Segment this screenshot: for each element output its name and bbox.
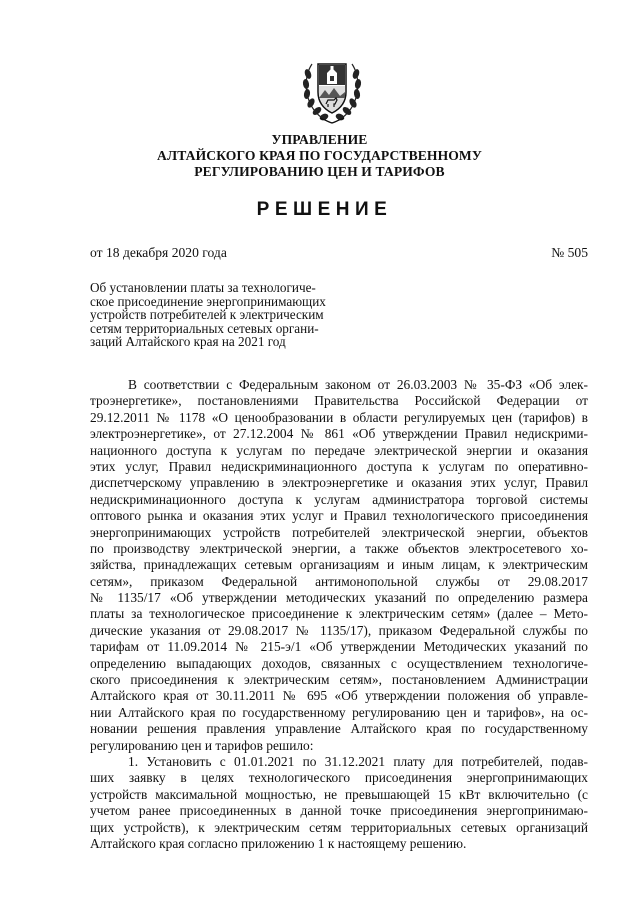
clause-1-line: ших заявку в целях технологического присоединения энергопринимающих — [90, 770, 588, 786]
document-number: № 505 — [551, 245, 588, 260]
body-line: этих услуг, Правил недискриминационного доступа к услугам по оперативно- — [90, 458, 588, 474]
body-line: новании решения правления управление Алтайского края по государственному — [90, 721, 588, 737]
body-line: 29.12.2011 № 1178 «О ценообразовании в области регулируемых цен (тарифов) в — [90, 409, 588, 425]
clause-1-line: учетом ранее присоединенных в данной точке присоединения энергопринимаю- — [90, 803, 588, 819]
body-line: национного доступа к услугам по передаче электрической энергии и оказания — [90, 442, 588, 458]
header-line-2: АЛТАЙСКОГО КРАЯ ПО ГОСУДАРСТВЕННОМУ — [157, 148, 482, 163]
clause-1-line: Алтайского края согласно приложению 1 к настоящему решению. — [90, 835, 467, 851]
document-body — [90, 377, 588, 852]
body-line: оптового рынка и оказания этих услуг и Правил технологического присоединения — [90, 508, 588, 524]
body-line: недискриминационного доступа к услугам администратора торговой системы — [90, 491, 588, 507]
subject-line: устройств потребителей к электрическим — [90, 307, 324, 323]
clause-1-line: щих устройств), к электрическим сетям территориальных сетевых организаций — [90, 819, 588, 835]
body-line: № 1135/17 «Об утверждении методических указаний по определению размера — [90, 590, 588, 606]
issuing-authority-header — [0, 132, 639, 180]
body-line: Алтайского края от 30.11.2011 № 695 «Об утверждении положения об управле- — [90, 688, 588, 704]
body-line: энергопринимающих устройств потребителей электрической энергии, объектов — [90, 524, 588, 540]
body-line: платы за технологическое присоединение к электрическим сетям» (далее – Мето- — [90, 606, 588, 622]
body-line: по производству электрической энергии, а также объектов электросетевого хо- — [90, 540, 588, 556]
subject-line: заций Алтайского края на 2021 год — [90, 334, 286, 350]
body-line: зяйства, принадлежащих сетевым организациям и иным лицам, к электрическим — [90, 557, 588, 573]
header-line-3: РЕГУЛИРОВАНИЮ ЦЕН И ТАРИФОВ — [194, 164, 445, 179]
body-line: определению выпадающих доходов, связанных с осуществлением технологиче- — [90, 655, 588, 671]
document-date: от 18 декабря 2020 года — [90, 245, 227, 260]
clause-1-line: устройств максимальной мощностью, не превышающей 15 кВт включительно (с — [90, 786, 588, 802]
header-line-1: УПРАВЛЕНИЕ — [271, 132, 368, 147]
document-subject — [90, 281, 350, 349]
body-line: электроэнергетике», от 27.12.2004 № 861 «Об утверждении Правил недискрими- — [90, 426, 588, 442]
body-line: дические указания от 29.08.2017 № 1135/17), приказом Федеральной службы по — [90, 622, 588, 638]
subject-line: ское присоединение энергопринимающих — [90, 293, 326, 309]
body-line: диспетчерскому управлению в электроэнергетике и оказания этих услуг, Правил — [90, 475, 588, 491]
body-line: регулированию цен и тарифов решило: — [90, 737, 314, 753]
subject-line: Об установлении платы за технологиче- — [90, 280, 316, 295]
subject-line: сетям территориальных сетевых органи- — [90, 320, 319, 336]
body-line: тарифам от 11.09.2014 № 215-э/1 «Об утверждении Методических указаний по — [90, 639, 588, 655]
body-line: сетям», приказом Федеральной антимонопольной службы от 29.08.2017 — [90, 573, 588, 589]
body-line: В соответствии с Федеральным законом от 26.03.2003 № 35-ФЗ «Об элек- — [128, 377, 588, 392]
body-line: ского присоединения к электрическим сетям», постановлением Администрации — [90, 672, 588, 688]
clause-1-line: 1. Установить с 01.01.2021 по 31.12.2021 плату для потребителей, подав- — [128, 753, 588, 769]
coat-of-arms-icon — [298, 52, 366, 126]
document-title: РЕШЕНИЕ — [256, 199, 393, 220]
body-line: троэнергетике», постановлениями Правительства Российской Федерации от — [90, 393, 588, 409]
body-line: нии Алтайского края по государственному регулированию цен и тарифов», на ос- — [90, 704, 588, 720]
